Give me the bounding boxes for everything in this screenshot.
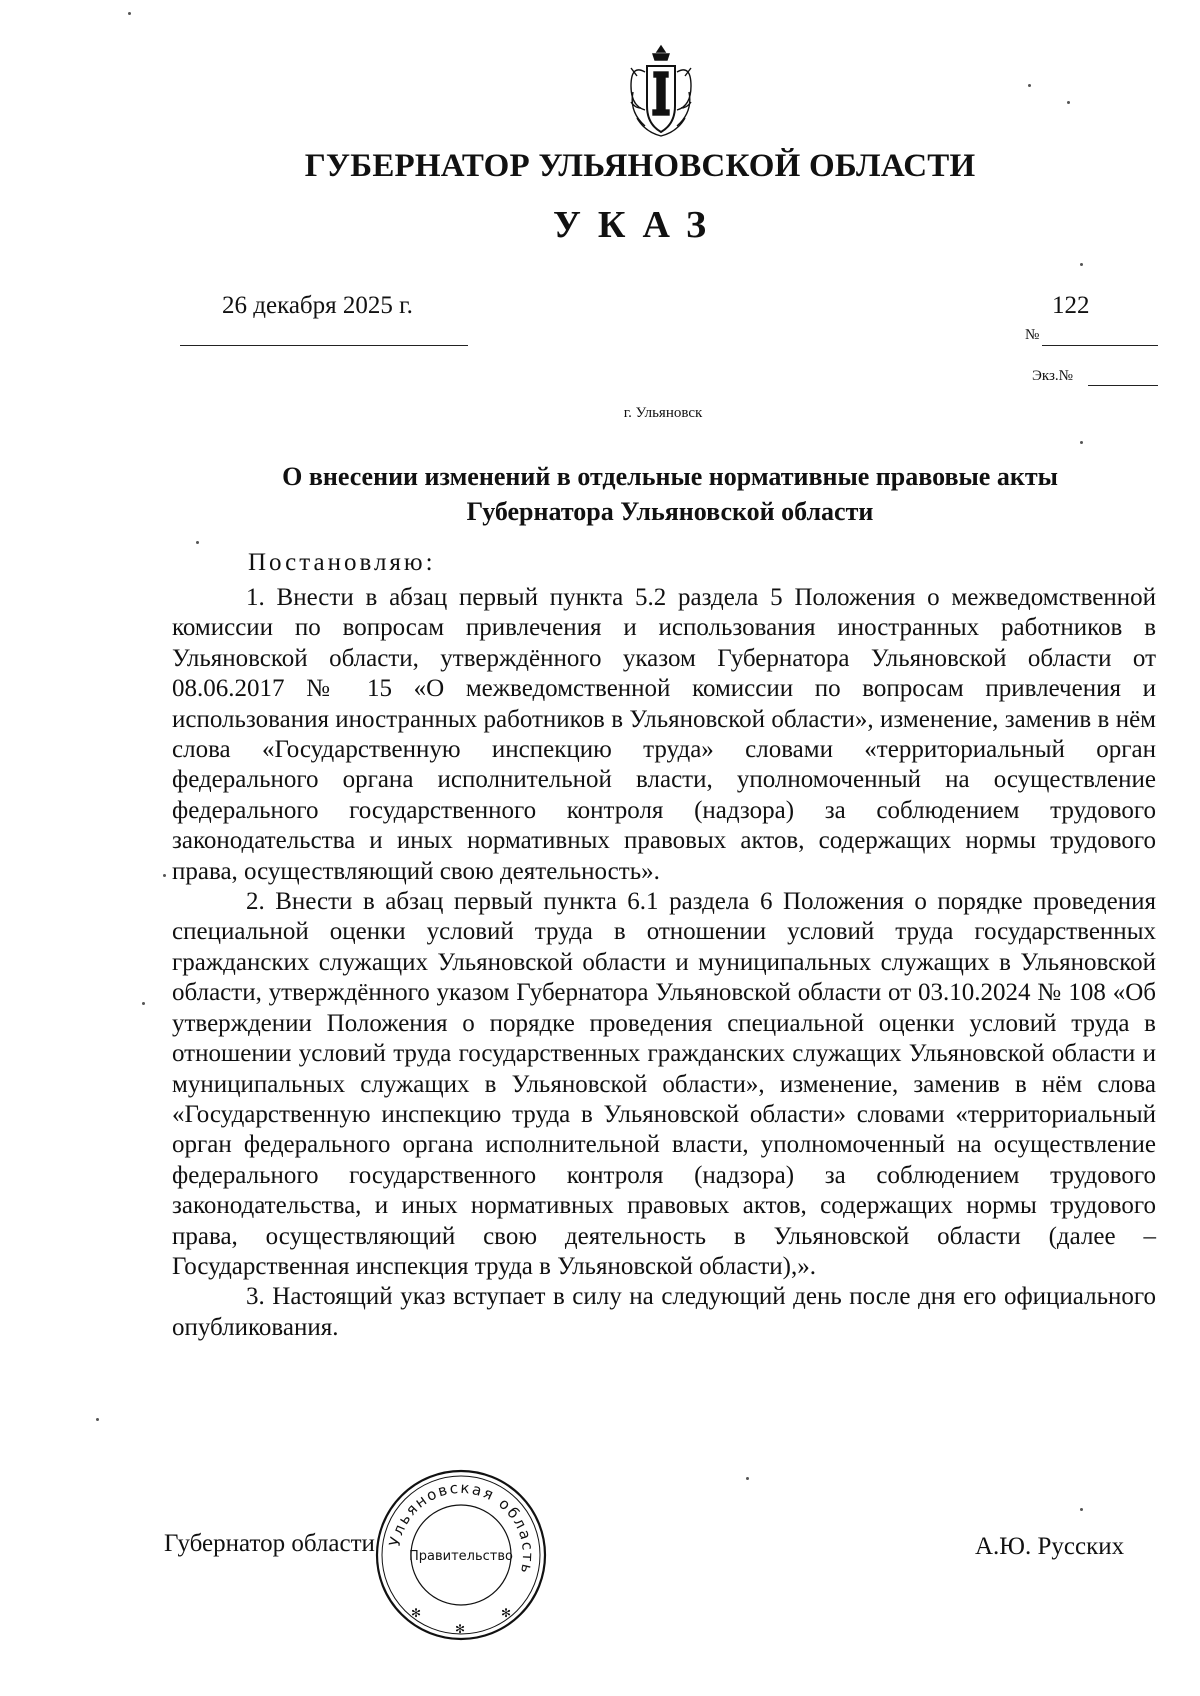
document-number: 122 (1052, 292, 1090, 319)
document-title (180, 459, 1160, 529)
paragraph-2: 2. Внести в абзац первый пункта 6.1 раздела 6 Положения о порядке проведения специальной оценки условий труда в отношении условий труда государственных гражданских служащих Ульяновской области и муниципальных служащих в Ульяновской области, утверждённого указом Губернатора Ульяновской области от 03.10.2024 № 108 «Об утверждении Положения о порядке проведения специальной оценки условий труда в отношении условий труда государственных гражданских служащих Ульяновской области и муниципальных служащих в Ульяновской области», изменение, заменив в нём слова «Государственную инспекцию труда в Ульяновской области» словами «территориальный орган федерального органа исполнительной власти, уполномоченный на осуществление федерального государственного контроля (надзора) за соблюдением трудового законодательства, и иных нормативных правовых актов, содержащих нормы трудового права, осуществляющий свою деятельность в Ульяновской области (далее – Государственная инспекция труда в Ульяновской области),». (172, 888, 1156, 1280)
document-body (172, 583, 1156, 1343)
signatory-title: Губернатор области (164, 1530, 375, 1557)
scan-speck (1028, 84, 1031, 87)
document-date: 26 декабря 2025 г. (222, 292, 413, 319)
scan-speck (1080, 263, 1083, 266)
paragraph-1: 1. Внести в абзац первый пункта 5.2 раздела 5 Положения о межведомственной комиссии по вопросам привлечения и использования иностранных работников в Ульяновской области, утверждённого указом Губернатора Ульяновской области от 08.06.2017 № 15 «О межведомственной комиссии по вопросам привлечения и использования иностранных работников в Ульяновской области», изменение, заменив в нём слова «Государственную инспекцию труда» словами «территориальный орган федерального органа исполнительной власти, уполномоченный на осуществление федерального государственного контроля (надзора) за соблюдением трудового законодательства и иных нормативных правовых актов, содержащих нормы трудового права, осуществляющий свою деятельность». (172, 584, 1156, 885)
svg-text:✻: ✻ (501, 1606, 512, 1620)
city-line: г. Ульяновск (623, 405, 703, 421)
title-line-1: О внесении изменений в отдельные нормативные правовые акты (282, 462, 1058, 491)
scan-speck (1080, 441, 1083, 444)
paragraph-3: 3. Настоящий указ вступает в силу на следующий день после дня его официального опубликования. (172, 1283, 1156, 1341)
coat-of-arms-emblem (627, 42, 695, 140)
svg-text:Ульяновская область: Ульяновская область (385, 1478, 538, 1577)
scan-speck (196, 541, 199, 544)
title-line-2: Губернатора Ульяновской области (466, 497, 874, 526)
issuing-authority: ГУБЕРНАТОР УЛЬЯНОВСКОЙ ОБЛАСТИ (304, 148, 976, 184)
document-type: УКАЗ (553, 204, 723, 246)
copy-number-label: Экз.№ (1032, 368, 1073, 384)
decree-word: Постановляю: (248, 549, 436, 576)
date-underline (180, 345, 468, 346)
scan-speck (142, 1002, 145, 1005)
copy-number-underline (1088, 385, 1158, 386)
svg-text:✻: ✻ (455, 1622, 466, 1636)
official-seal-stamp (373, 1467, 549, 1643)
number-label: № (1025, 327, 1040, 343)
svg-text:✻: ✻ (411, 1606, 422, 1620)
scan-speck (1080, 1508, 1083, 1511)
number-underline (1042, 345, 1158, 346)
scan-speck (1067, 101, 1070, 104)
scan-speck (746, 1477, 749, 1480)
svg-text:Правительство: Правительство (409, 1549, 513, 1564)
scan-speck (128, 12, 131, 15)
signatory-name: А.Ю. Русских (975, 1533, 1125, 1560)
scan-speck (96, 1418, 99, 1421)
scan-speck (163, 874, 166, 877)
